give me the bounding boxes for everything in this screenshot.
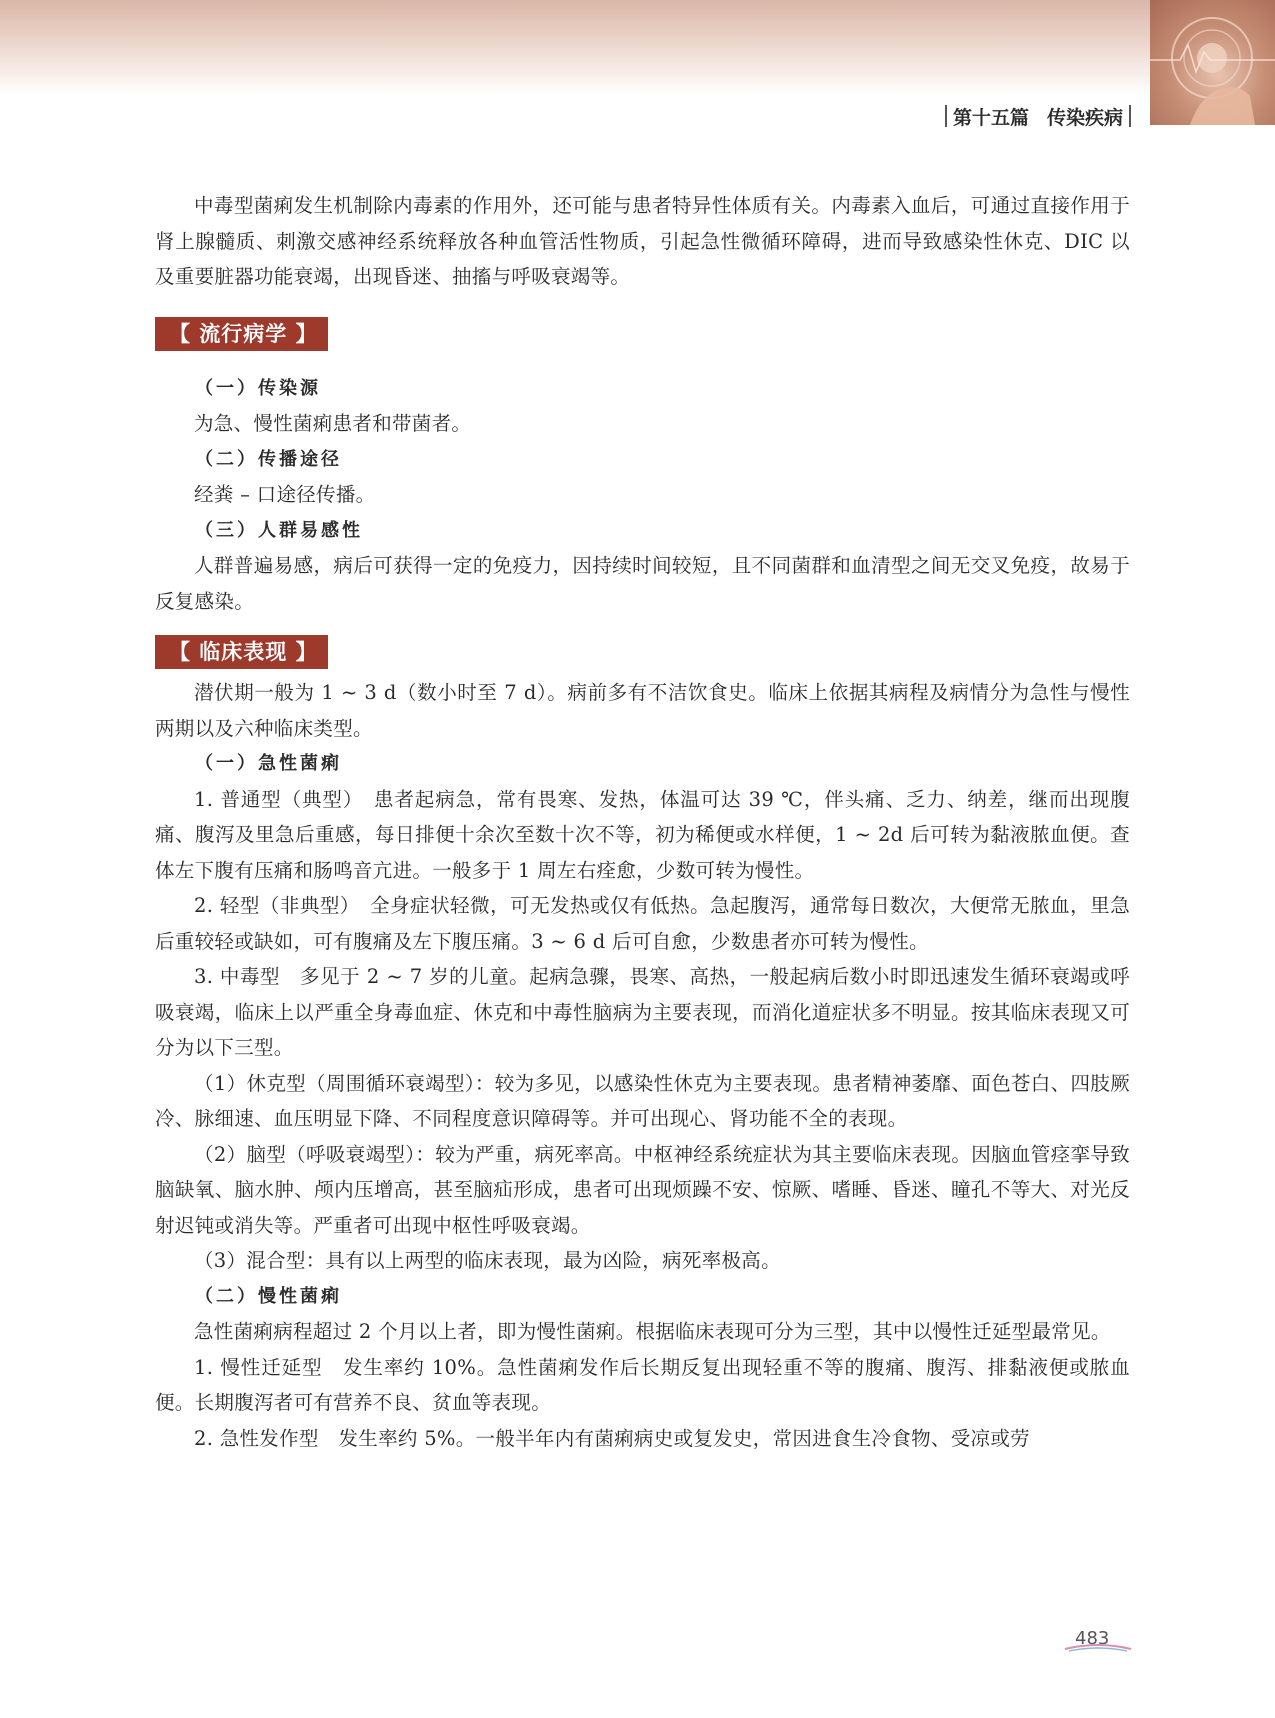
paragraph-acute-toxic: 3. 中毒型 多见于 2 ~ 7 岁的儿童。起病急骤，畏寒、高热，一般起病后数小时即迅速发生循环衰竭或呼吸衰竭，临床上以严重全身毒血症、休克和中毒性脑病为主要表现，而消化道症状多不明显。按其临床表现又可分为以下三型。 (155, 965, 1130, 1059)
paragraph-susceptibility: 人群普遍易感，病后可获得一定的免疫力，因持续时间较短，且不同菌群和血清型之间无交叉免疫，故易于反复感染。 (155, 554, 1130, 613)
paragraph-acute-typical: 1. 普通型（典型） 患者起病急，常有畏寒、发热，体温可达 39 ℃，伴头痛、乏力、纳差，继而出现腹痛、腹泻及里急后重感，每日排便十余次至数十次不等，初为稀便或水样便，1 ~ 2d 后可转为黏液脓血便。查体左下腹有压痛和肠鸣音亢进。一般多于 1 周左右痊愈，少数可转为慢性。 (155, 787, 1130, 882)
paragraph-chronic-acute-attack: 2. 急性发作型 发生率约 5%。一般半年内有菌痢病史或复发史，常因进食生冷食物、受凉或劳 (194, 1426, 1030, 1450)
paragraph-chronic-persistent: 1. 慢性迁延型 发生率约 10%。急性菌痢发作后长期反复出现轻重不等的腹痛、腹泻、排黏液便或脓血便。长期腹泻者可有营养不良、贫血等表现。 (155, 1355, 1130, 1414)
page-number-swoosh (1063, 1641, 1133, 1653)
header-divider (1129, 105, 1131, 127)
header-divider (945, 105, 947, 127)
subheading-source: （一）传染源 (195, 377, 321, 399)
paragraph-clinical-intro: 潜伏期一般为 1 ~ 3 d（数小时至 7 d）。病前多有不洁饮食史。临床上依据其病程及病情分为急性与慢性两期以及六种临床类型。 (155, 681, 1130, 740)
paragraph-route: 经粪 – 口途径传播。 (194, 483, 376, 506)
paragraph-shock-type: （1）休克型（周围循环衰竭型）：较为多见，以感染性休克为主要表现。患者精神萎靡、面色苍白、四肢厥冷、脉细速、血压明显下降、不同程度意识障碍等。并可出现心、肾功能不全的表现。 (155, 1071, 1130, 1130)
header-band (0, 0, 1150, 95)
part-label: 第十五篇 (952, 106, 1029, 129)
subheading-chronic: （二）慢性菌痢 (195, 1285, 342, 1307)
subheading-acute: （一）急性菌痢 (195, 753, 342, 774)
stethoscope-image (1150, 0, 1275, 125)
paragraph-acute-mild: 2. 轻型（非典型） 全身症状轻微，可无发热或仅有低热。急起腹泻，通常每日数次，大便常无脓血，里急后重较轻或缺如，可有腹痛及左下腹压痛。3 ~ 6 d 后可自愈，少数患者亦可转为慢性。 (155, 894, 1130, 953)
chapter-label: 传染疾病 (1046, 106, 1123, 129)
section-banner-clinical: 【 临床表现 】 (155, 635, 328, 669)
section-banner-epidemiology: 【 流行病学 】 (155, 317, 328, 351)
paragraph-brain-type: （2）脑型（呼吸衰竭型）：较为严重，病死率高。中枢神经系统症状为其主要临床表现。因脑血管痉挛导致脑缺氧、脑水肿、颅内压增高，甚至脑疝形成，患者可出现烦躁不安、惊厥、嗜睡、昏迷、瞳孔不等大、对光反射迟钝或消失等。严重者可出现中枢性呼吸衰竭。 (155, 1142, 1130, 1237)
page-content (155, 188, 1130, 1456)
paragraph-source: 为急、慢性菌痢患者和带菌者。 (194, 412, 472, 435)
subheading-route: （二）传播途径 (195, 448, 342, 470)
intro-paragraph: 中毒型菌痢发生机制除内毒素的作用外，还可能与患者特异性体质有关。内毒素入血后，可通过直接作用于肾上腺髓质、刺激交感神经系统释放各种血管活性物质，引起急性微循环障碍，进而导致感染性休克、DIC 以及重要脏器功能衰竭，出现昏迷、抽搐与呼吸衰竭等。 (155, 194, 1130, 288)
paragraph-chronic-intro: 急性菌痢病程超过 2 个月以上者，即为慢性菌痢。根据临床表现可分为三型，其中以慢性迁延型最常见。 (194, 1320, 1111, 1343)
subheading-susceptibility: （三）人群易感性 (195, 519, 363, 541)
paragraph-mixed-type: （3）混合型：具有以上两型的临床表现，最为凶险，病死率极高。 (194, 1249, 781, 1272)
page-number: 483 (1075, 1628, 1110, 1649)
chapter-header (939, 103, 1137, 129)
